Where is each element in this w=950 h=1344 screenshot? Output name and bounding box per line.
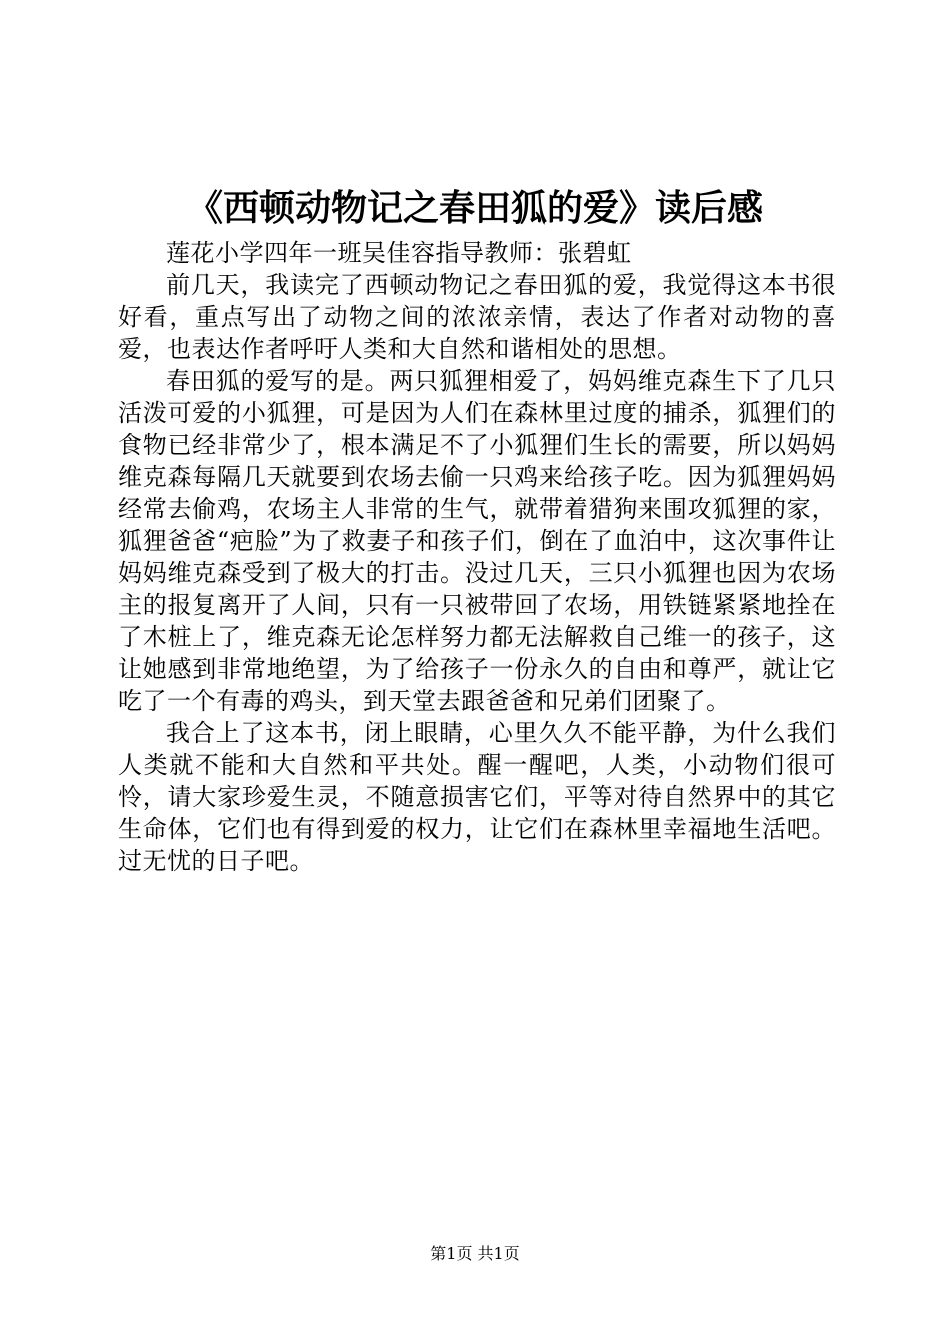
paragraph-1: 前几天，我读完了西顿动物记之春田狐的爱，我觉得这本书很好看，重点写出了动物之间的浓浓亲情，表达了作者对动物的喜爱，也表达作者呼吁人类和大自然和谐相处的思想。 <box>118 271 836 363</box>
paragraph-3: 我合上了这本书，闭上眼睛，心里久久不能平静，为什么我们人类就不能和大自然和平共处。醒一醒吧，人类，小动物们很可怜，请大家珍爱生灵，不随意损害它们，平等对待自然界中的其它生命体，它们也有得到爱的权力，让它们在森林里幸福地生活吧。过无忧的日子吧。 <box>118 719 836 875</box>
document-body <box>118 237 836 877</box>
paragraph-2: 春田狐的爱写的是。两只狐狸相爱了，妈妈维克森生下了几只活泼可爱的小狐狸，可是因为人们在森林里过度的捕杀，狐狸们的食物已经非常少了，根本满足不了小狐狸们生长的需要，所以妈妈维克森每隔几天就要到农场去偷一只鸡来给孩子吃。因为狐狸妈妈经常去偷鸡，农场主人非常的生气，就带着猎狗来围攻狐狸的家，狐狸爸爸“疤脸”为了救妻子和孩子们，倒在了血泊中，这次事件让妈妈维克森受到了极大的打击。没过几天，三只小狐狸也因为农场主的报复离开了人间，只有一只被带回了农场，用铁链紧紧地拴在了木桩上了，维克森无论怎样努力都无法解救自己维一的孩子，这让她感到非常地绝望，为了给孩子一份永久的自由和尊严，就让它吃了一个有毒的鸡头，到天堂去跟爸爸和兄弟们团聚了。 <box>118 367 836 715</box>
author-line: 莲花小学四年一班吴佳容指导教师：张碧虹 <box>166 239 632 267</box>
document-title: 《西顿动物记之春田狐的爱》读后感 <box>186 187 763 229</box>
page-footer: 第1页 共1页 <box>430 1244 520 1263</box>
